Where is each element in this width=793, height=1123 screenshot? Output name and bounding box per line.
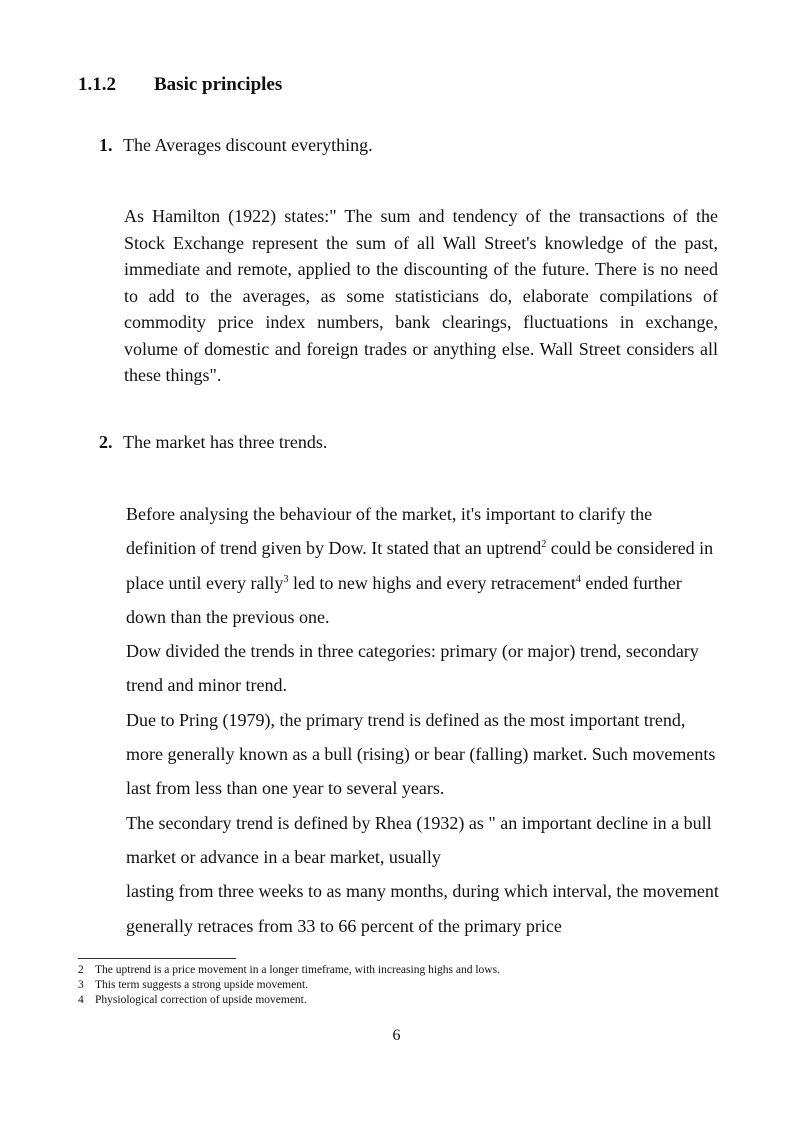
principle-2-text: The market has three trends. (123, 432, 328, 452)
trend-definition-text-1: Before analysing the behaviour of the market, it's important to clarify the definition of trend given by Dow. It stated that an uptrend (126, 504, 653, 559)
trend-definition-text-2: could be considered in place until every rally (126, 538, 714, 593)
trend-definition-text-4: ended further down than the previous one. (126, 572, 682, 627)
section-title: Basic principles (154, 74, 283, 95)
trend-definition-text-3: led to new highs and every retracement (288, 572, 576, 593)
footnote-ref-3[interactable]: 3 (283, 573, 289, 585)
primary-trend-paragraph: Due to Pring (1979), the primary trend is defined as the most important trend, more generally known as a bull (rising) or bear (falling) market. Such movements last from less than one year to several years. (126, 709, 716, 799)
trend-categories-paragraph: Dow divided the trends in three categories: primary (or major) trend, secondary trend and minor trend. (126, 641, 699, 696)
footnote-number: 4 (78, 994, 84, 1007)
footnotes-list (78, 963, 718, 1009)
footnote-text: The uptrend is a price movement in a longer timeframe, with increasing highs and lows. (95, 964, 500, 976)
footnote-number: 2 (78, 964, 84, 976)
secondary-trend-paragraph-b: lasting from three weeks to as many months, during which interval, the movement generally retraces from 33 to 66 percent of the primary price (126, 881, 719, 936)
page-number: 6 (392, 1027, 401, 1044)
footnote-ref-2[interactable]: 2 (541, 539, 547, 551)
secondary-trend-paragraph-a: The secondary trend is defined by Rhea (1932) as " an important decline in a bull market or advance in a bear market, usually (126, 812, 712, 867)
footnote-3 (78, 978, 718, 993)
footnote-separator (78, 958, 236, 959)
trend-definition-paragraph (126, 497, 726, 634)
section-heading (78, 74, 282, 96)
principle-2-number: 2. (99, 432, 113, 452)
section-number: 1.1.2 (78, 74, 116, 95)
footnote-4 (78, 993, 718, 1008)
principle-1-number: 1. (99, 135, 113, 155)
hamilton-quote-paragraph: As Hamilton (1922) states:" The sum and tendency of the transactions of the Stock Exchange represent the sum of all Wall Street's knowledge of the past, immediate and remote, applied to the discounting of the future. There is no need to add to the averages, as some statisticians do, elaborate compilations of commodity price index numbers, bank clearings, fluctuations in exchange, volume of domestic and foreign trades or anything else. Wall Street considers all these things". (124, 206, 718, 385)
footnote-text: This term suggests a strong upside movement. (95, 979, 309, 992)
trends-body (126, 497, 726, 943)
principle-1-heading (99, 135, 373, 156)
principle-1-text: The Averages discount everything. (123, 135, 373, 155)
footnote-number: 3 (78, 979, 84, 992)
footnote-2 (78, 963, 718, 978)
footnote-text: Physiological correction of upside movement. (95, 994, 307, 1007)
footnote-ref-4[interactable]: 4 (575, 573, 581, 585)
principle-2-heading (99, 432, 327, 453)
